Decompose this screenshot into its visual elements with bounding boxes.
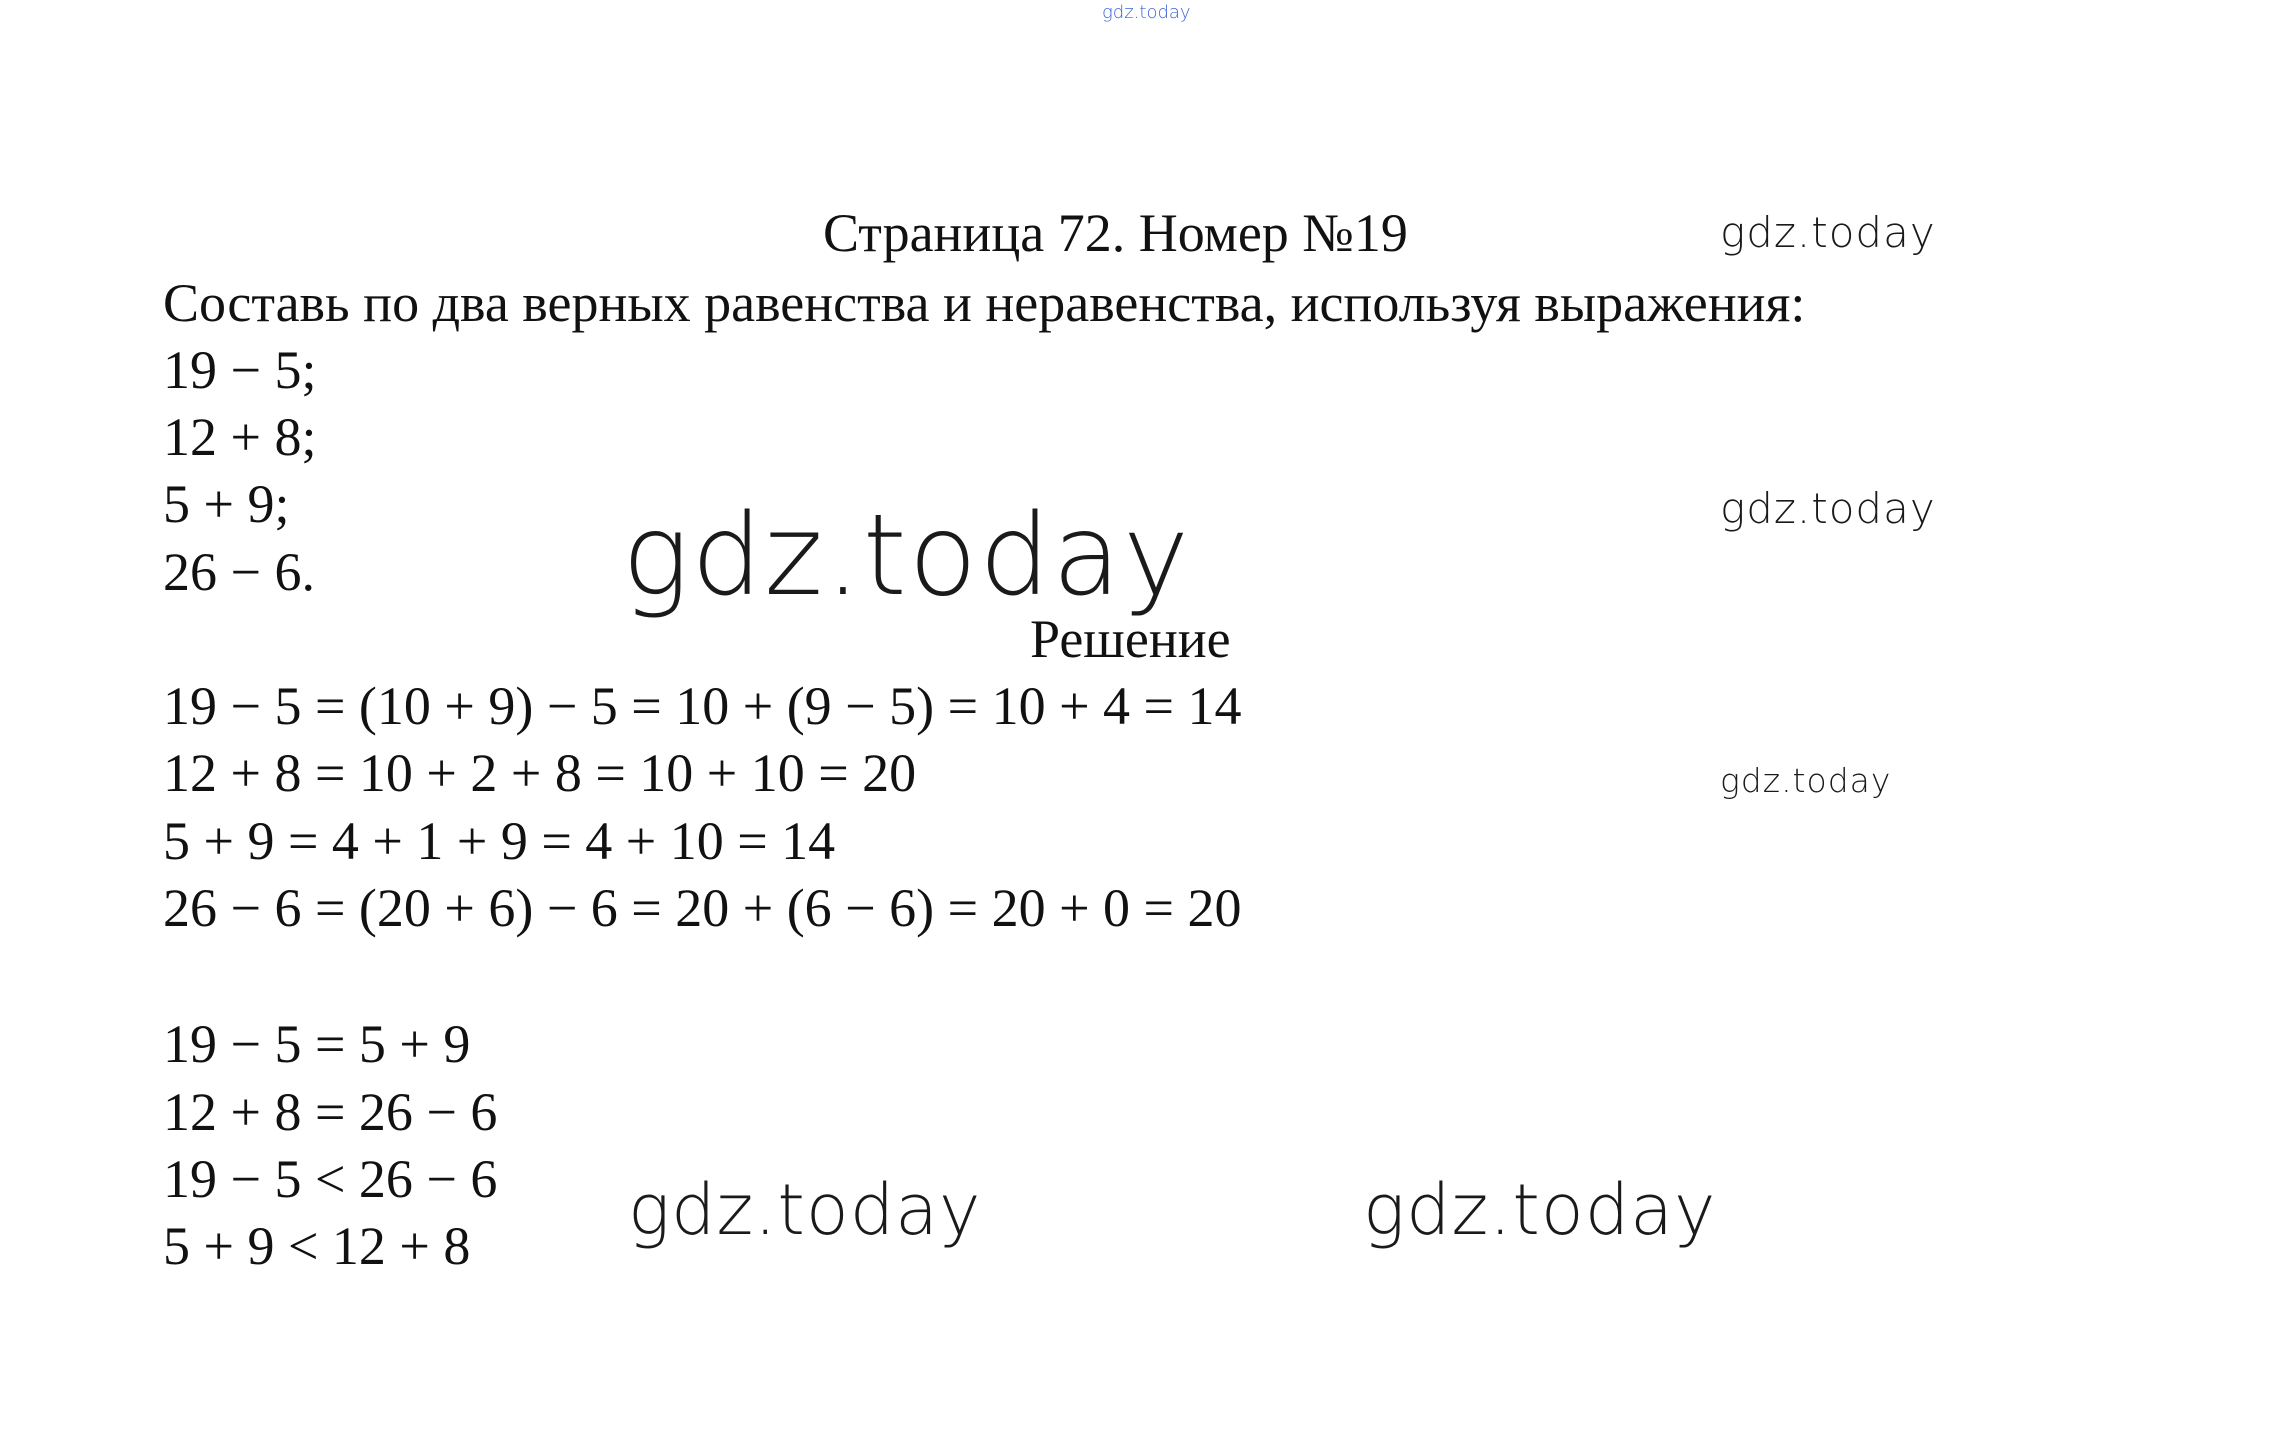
- computation-line: 12 + 8 = 10 + 2 + 8 = 10 + 10 = 20: [163, 743, 917, 803]
- expression-item: 12 + 8;: [163, 407, 317, 467]
- watermark-right-1: gdz.today: [1720, 208, 1936, 257]
- watermark-bottom-2: gdz.today: [1363, 1169, 1717, 1251]
- expression-item: 19 − 5;: [163, 340, 317, 400]
- computation-line: 26 − 6 = (20 + 6) − 6 = 20 + (6 − 6) = 20 + 0 = 20: [163, 878, 1242, 938]
- answer-line: 19 − 5 < 26 − 6: [163, 1149, 498, 1209]
- watermark-right-3: gdz.today: [1720, 761, 1892, 800]
- answer-line: 12 + 8 = 26 − 6: [163, 1082, 498, 1142]
- answer-line: 19 − 5 = 5 + 9: [163, 1014, 471, 1074]
- watermark-right-2: gdz.today: [1720, 484, 1936, 533]
- answer-line: 5 + 9 < 12 + 8: [163, 1216, 471, 1276]
- solution-heading: Решение: [1030, 609, 1231, 669]
- expression-item: 26 − 6.: [163, 542, 315, 602]
- page-title: Страница 72. Номер №19: [823, 203, 1408, 263]
- watermark-big-center: gdz.today: [622, 491, 1192, 621]
- expression-item: 5 + 9;: [163, 474, 290, 534]
- watermark-top: gdz.today: [1102, 2, 1191, 23]
- task-statement: Составь по два верных равенства и неравенства, используя выражения:: [163, 273, 1806, 333]
- computation-line: 19 − 5 = (10 + 9) − 5 = 10 + (9 − 5) = 10 + 4 = 14: [163, 676, 1242, 736]
- computation-line: 5 + 9 = 4 + 1 + 9 = 4 + 10 = 14: [163, 811, 836, 871]
- watermark-bottom-1: gdz.today: [628, 1169, 982, 1251]
